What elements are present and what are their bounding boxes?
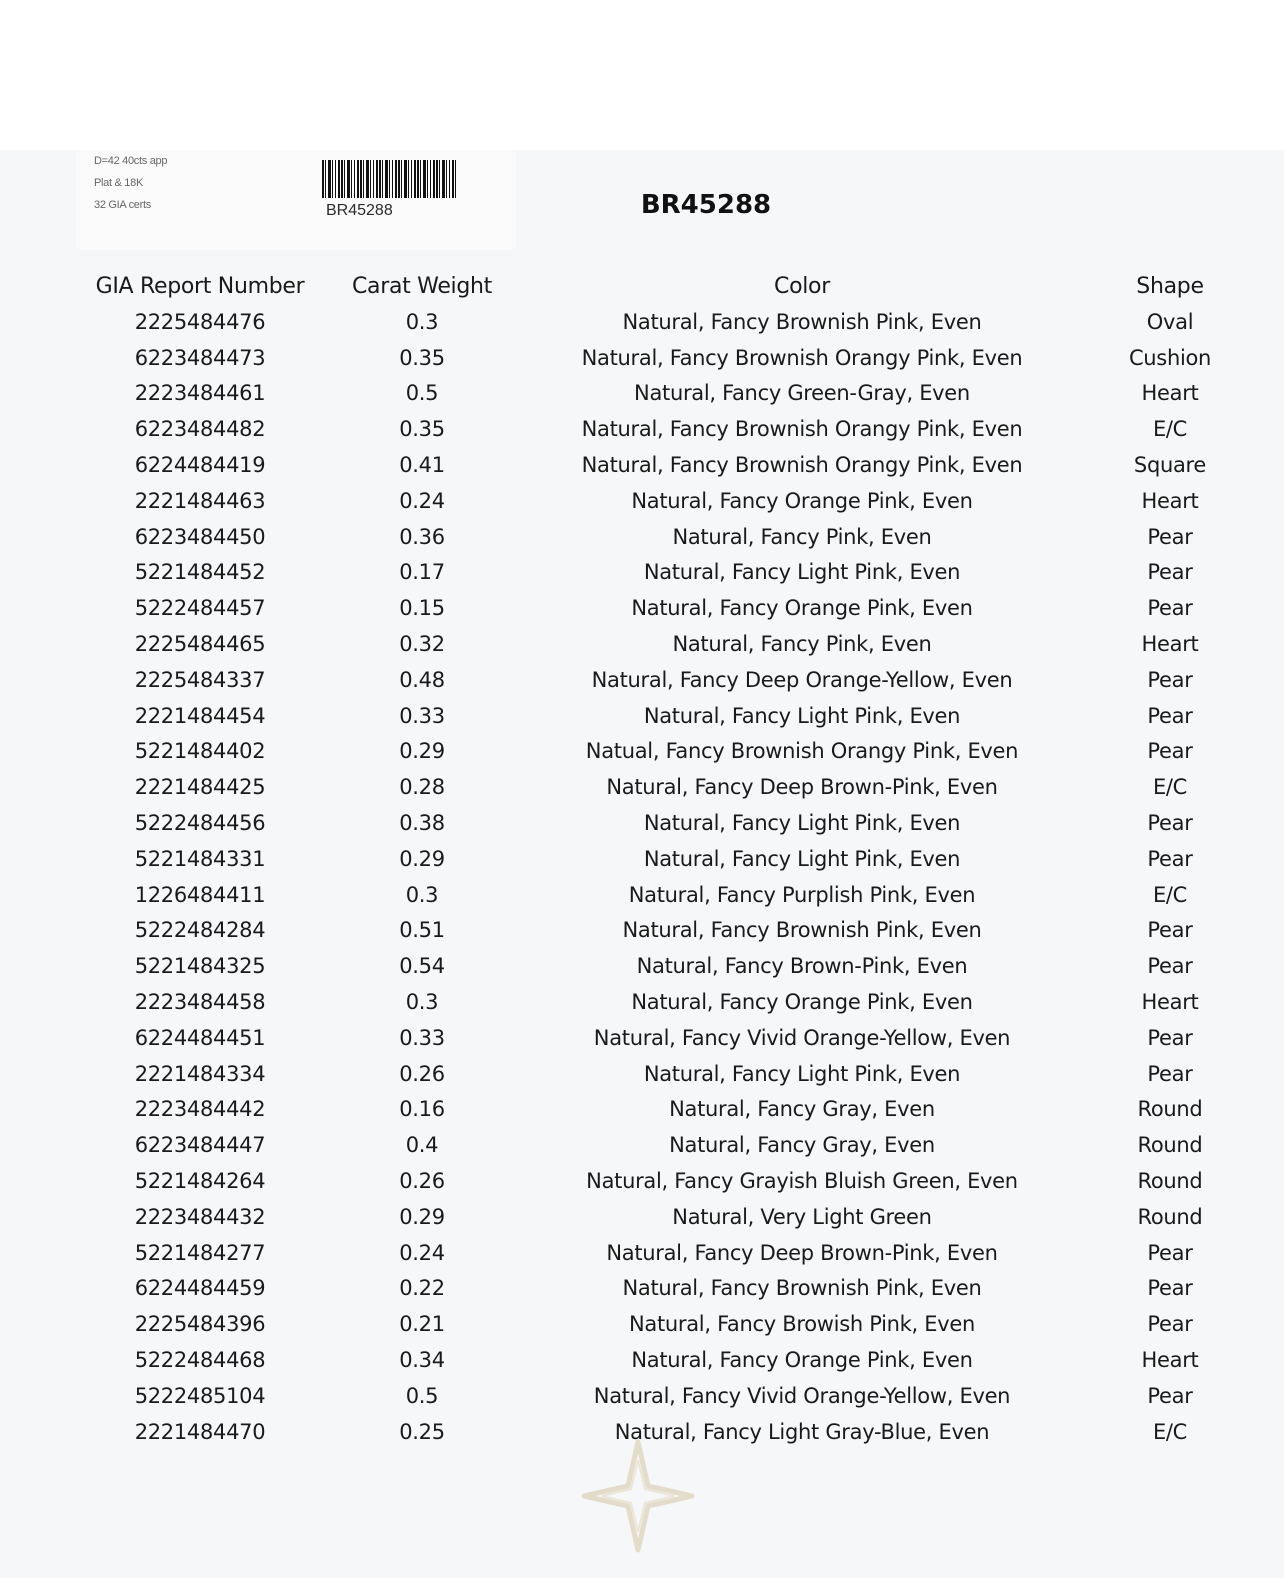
carat-weight-cell: 0.48 [399,667,445,692]
note-line: 32 GIA certs [94,199,151,211]
table-row [76,1271,1256,1307]
shape-cell: Round [1137,1133,1203,1158]
carat-weight-cell: 0.5 [405,1383,439,1408]
carat-weight-cell: 0.34 [399,1348,445,1372]
carat-weight-cell: 0.4 [405,1133,439,1158]
shape-cell: Pear [1147,1240,1193,1265]
carat-weight-cell: 0.51 [399,918,445,943]
star-watermark-icon [580,1438,696,1554]
page-title: BR45288 [640,190,772,220]
carat-weight-cell: 0.21 [399,1312,445,1337]
carat-weight-cell: 0.22 [399,1276,445,1301]
shape-cell: Round [1137,1204,1203,1229]
color-cell: Natural, Fancy Orange Pink, Even [631,1348,973,1372]
shape-cell: Pear [1147,560,1193,585]
report-number-cell: 5222484468 [134,1348,266,1372]
table-header-row [76,268,1256,304]
carat-weight-cell: 0.29 [399,739,445,764]
report-number-cell: 2221484470 [134,1419,266,1444]
color-cell: Natural, Fancy Orange Pink, Even [631,488,973,513]
table-row [76,626,1256,662]
carat-weight-cell: 0.24 [399,488,445,513]
header-shape: Shape [1136,273,1204,299]
table-row [76,948,1256,984]
shape-cell: Heart [1141,381,1199,406]
report-number-cell: 2221484425 [134,775,266,800]
report-number-cell: 6224484459 [134,1276,266,1301]
handwritten-note [94,150,167,216]
color-cell: Natural, Fancy Deep Orange-Yellow, Even [591,667,1013,692]
report-number-cell: 5221484452 [134,560,266,585]
shape-cell: Heart [1141,488,1199,513]
carat-weight-cell: 0.36 [399,524,445,549]
table-row [76,769,1256,805]
report-number-cell: 5222484456 [134,811,266,836]
shape-cell: Pear [1147,1383,1193,1408]
note-line: Plat & 18K [94,177,143,189]
table-row [76,984,1256,1020]
carat-weight-cell: 0.38 [399,811,445,836]
shape-cell: Pear [1147,739,1193,764]
color-cell: Natural, Fancy Vivid Orange-Yellow, Even [593,1383,1011,1408]
table-row [76,913,1256,949]
color-cell: Natural, Very Light Green [672,1204,932,1229]
shape-cell: E/C [1152,775,1188,800]
carat-weight-cell: 0.26 [399,1169,445,1194]
table-row [76,877,1256,913]
table-row [76,1163,1256,1199]
table-row [76,734,1256,770]
table-row [76,1092,1256,1128]
color-cell: Natual, Fancy Brownish Orangy Pink, Even [585,739,1019,764]
color-cell: Natural, Fancy Light Pink, Even [643,811,961,836]
report-number-cell: 6223484450 [134,524,266,549]
color-cell: Natural, Fancy Light Pink, Even [643,1061,961,1086]
report-number-cell: 5221484264 [134,1169,266,1194]
shape-cell: E/C [1152,417,1188,442]
barcode-image [322,160,456,198]
color-cell: Natural, Fancy Browish Pink, Even [628,1312,976,1337]
table-row [76,590,1256,626]
color-cell: Natural, Fancy Pink, Even [672,524,932,549]
report-number-cell: 5221484402 [134,739,266,764]
report-number-cell: 2223484442 [134,1097,266,1122]
shape-cell: Pear [1147,846,1193,871]
color-cell: Natural, Fancy Orange Pink, Even [631,596,973,621]
carat-weight-cell: 0.25 [399,1419,445,1444]
table-row [76,304,1256,340]
report-number-cell: 5222485104 [134,1383,266,1408]
table-row [76,447,1256,483]
carat-weight-cell: 0.26 [399,1061,445,1086]
report-number-cell: 5221484325 [134,954,266,979]
shape-cell: Heart [1141,990,1199,1015]
color-cell: Natural, Fancy Brownish Pink, Even [622,1276,982,1301]
color-cell: Natural, Fancy Orange Pink, Even [631,990,973,1015]
table-row [76,805,1256,841]
shape-cell: Square [1133,453,1207,478]
report-number-cell: 2223484461 [134,381,266,406]
report-number-cell: 2221484454 [134,703,266,728]
color-cell: Natural, Fancy Light Pink, Even [643,560,961,585]
carat-weight-cell: 0.54 [399,954,445,979]
color-cell: Natural, Fancy Light Pink, Even [643,846,961,871]
carat-weight-cell: 0.28 [399,775,445,800]
report-number-cell: 2225484396 [134,1312,266,1337]
report-number-cell: 5221484277 [134,1240,266,1265]
note-line: D=42 40cts app [94,155,168,167]
color-cell: Natural, Fancy Brownish Pink, Even [622,918,982,943]
report-number-cell: 5221484331 [134,846,266,871]
color-cell: Natural, Fancy Brownish Orangy Pink, Even [581,453,1023,478]
certificate-table [76,268,1256,1450]
table-row [76,411,1256,447]
carat-weight-cell: 0.33 [399,703,445,728]
shape-cell: Heart [1141,1348,1199,1372]
report-number-cell: 2225484476 [134,309,266,334]
carat-weight-cell: 0.17 [399,560,445,585]
shape-cell: Pear [1147,1276,1193,1301]
shape-cell: Heart [1141,632,1199,657]
table-row [76,483,1256,519]
shape-cell: Round [1137,1097,1203,1122]
carat-weight-cell: 0.3 [405,990,439,1015]
carat-weight-cell: 0.24 [399,1240,445,1265]
table-row [76,662,1256,698]
report-number-cell: 2223484432 [134,1204,266,1229]
report-number-cell: 2225484465 [134,632,266,657]
report-number-cell: 2223484458 [134,990,266,1015]
report-number-cell: 1226484411 [134,882,266,907]
shape-cell: Round [1137,1169,1203,1194]
table-row [76,376,1256,412]
shape-cell: Pear [1147,703,1193,728]
table-body [76,304,1256,1450]
carat-weight-cell: 0.15 [399,596,445,621]
table-row [76,519,1256,555]
table-row [76,340,1256,376]
color-cell: Natural, Fancy Gray, Even [669,1133,935,1158]
report-number-cell: 6223484447 [134,1133,266,1158]
table-row [76,1342,1256,1378]
table-row [76,1199,1256,1235]
color-cell: Natural, Fancy Deep Brown-Pink, Even [606,1240,998,1265]
carat-weight-cell: 0.32 [399,632,445,657]
shape-cell: Oval [1146,309,1194,334]
table-row [76,698,1256,734]
color-cell: Natural, Fancy Brownish Orangy Pink, Even [581,345,1023,370]
color-cell: Natural, Fancy Gray, Even [669,1097,935,1122]
table-row [76,1056,1256,1092]
carat-weight-cell: 0.5 [405,381,439,406]
carat-weight-cell: 0.35 [399,345,445,370]
shape-cell: Pear [1147,811,1193,836]
color-cell: Natural, Fancy Green-Gray, Even [634,381,970,406]
color-cell: Natural, Fancy Grayish Bluish Green, Even [586,1169,1018,1194]
carat-weight-cell: 0.3 [405,882,439,907]
color-cell: Natural, Fancy Brownish Orangy Pink, Even [581,417,1023,442]
report-number-cell: 2221484463 [134,488,266,513]
color-cell: Natural, Fancy Brown-Pink, Even [636,954,968,979]
carat-weight-cell: 0.29 [399,1204,445,1229]
table-row [76,1235,1256,1271]
shape-cell: Cushion [1128,345,1212,370]
color-cell: Natural, Fancy Light Gray-Blue, Even [614,1419,990,1444]
table-row [76,1127,1256,1163]
barcode-text: BR45288 [326,202,393,219]
color-cell: Natural, Fancy Pink, Even [672,632,932,657]
table-row [76,1306,1256,1342]
report-number-cell: 5222484284 [134,918,266,943]
report-number-cell: 6224484419 [134,453,266,478]
shape-cell: E/C [1152,1419,1188,1444]
report-number-cell: 2221484334 [134,1061,266,1086]
shape-cell: Pear [1147,667,1193,692]
carat-weight-cell: 0.16 [399,1097,445,1122]
table-row [76,1378,1256,1414]
carat-weight-cell: 0.35 [399,417,445,442]
shape-cell: Pear [1147,524,1193,549]
carat-weight-cell: 0.41 [399,453,445,478]
header-carat-weight: Carat Weight [351,273,493,299]
color-cell: Natural, Fancy Vivid Orange-Yellow, Even [593,1025,1011,1050]
shape-cell: Pear [1147,1061,1193,1086]
report-number-cell: 6224484451 [134,1025,266,1050]
shape-cell: Pear [1147,1025,1193,1050]
shape-cell: Pear [1147,954,1193,979]
color-cell: Natural, Fancy Deep Brown-Pink, Even [606,775,998,800]
carat-weight-cell: 0.33 [399,1025,445,1050]
table-row [76,555,1256,591]
report-number-cell: 2225484337 [134,667,266,692]
report-number-cell: 6223484473 [134,345,266,370]
color-cell: Natural, Fancy Brownish Pink, Even [622,309,982,334]
table-row [76,1020,1256,1056]
report-number-cell: 5222484457 [134,596,266,621]
header-report-number: GIA Report Number [95,273,305,299]
carat-weight-cell: 0.3 [405,309,439,334]
shape-cell: Pear [1147,596,1193,621]
shape-cell: Pear [1147,918,1193,943]
shape-cell: E/C [1152,882,1188,907]
carat-weight-cell: 0.29 [399,846,445,871]
color-cell: Natural, Fancy Light Pink, Even [643,703,961,728]
color-cell: Natural, Fancy Purplish Pink, Even [628,882,976,907]
report-number-cell: 6223484482 [134,417,266,442]
header-color: Color [774,273,830,299]
table-row [76,841,1256,877]
shape-cell: Pear [1147,1312,1193,1337]
